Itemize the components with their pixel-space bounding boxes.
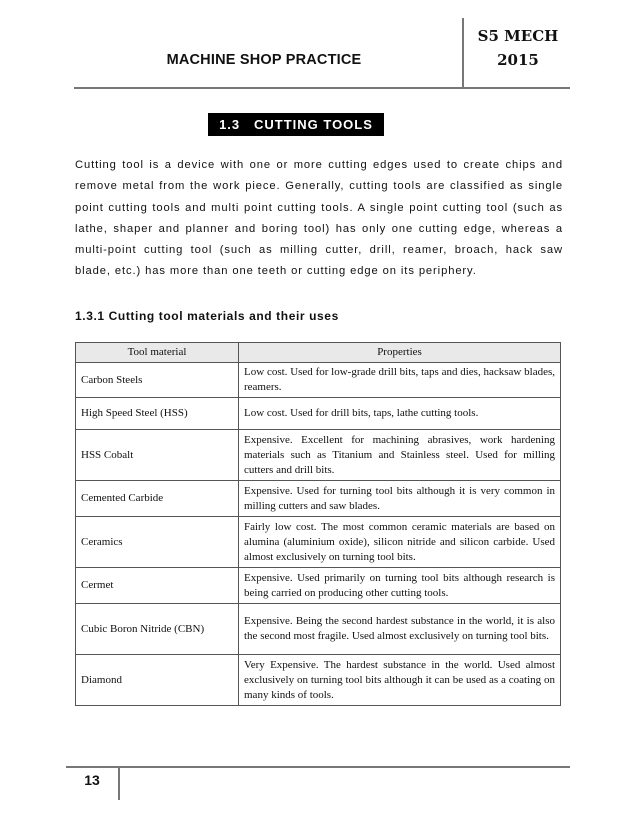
course-code-line1: S5 MECH: [477, 27, 559, 45]
table-row: [76, 363, 561, 398]
intro-paragraph: Cutting tool is a device with one or more cutting edges used to create chips and remove metal from the work piece. Generally, cutting tools are classified as single point cutting tools and multi point cutting tools. A single point cutting tool (such as lathe, shaper and planner and boring tool) has only one cutting edge, whereas a multi-point cutting tool (such as milling cutter, drill, reamer, broach, hack saw blade, etc.) has more than one teeth or cutting edge on its periphery.: [75, 159, 563, 278]
table-row: [76, 481, 561, 517]
properties-cell: Expensive. Being the second hardest substance in the world, it is also the second most fragile. Used almost exclusively on turning tool bits.: [239, 604, 561, 655]
table-row: [76, 568, 561, 604]
properties-cell: Fairly low cost. The most common ceramic materials are based on alumina (aluminium oxide), silicon nitride and silicon carbide. Used almost exclusively on turning tool bits.: [239, 517, 561, 568]
properties-cell: Expensive. Used for turning tool bits although it is very common in milling cutters and saw blades.: [239, 481, 561, 517]
table-header-row: [76, 343, 561, 363]
properties-cell: Expensive. Used primarily on turning tool bits although research is being carried on producing other cutting tools.: [239, 568, 561, 604]
section-title: 1.3 CUTTING TOOLS: [208, 113, 384, 136]
material-cell: Cubic Boron Nitride (CBN): [76, 604, 239, 655]
column-header-material: Tool material: [76, 343, 239, 363]
tool-materials-table: [75, 342, 561, 706]
properties-cell: Low cost. Used for drill bits, taps, lathe cutting tools.: [239, 398, 561, 430]
table-row: [76, 604, 561, 655]
table-row: [76, 517, 561, 568]
table-row: [76, 398, 561, 430]
subsection-heading: 1.3.1 Cutting tool materials and their uses: [75, 309, 339, 323]
course-code-year: 2015: [497, 51, 539, 69]
material-cell: HSS Cobalt: [76, 430, 239, 481]
properties-cell: Low cost. Used for low-grade drill bits, taps and dies, hacksaw blades, reamers.: [239, 363, 561, 398]
header-horizontal-divider: [74, 87, 570, 89]
material-cell: High Speed Steel (HSS): [76, 398, 239, 430]
material-cell: Diamond: [76, 655, 239, 706]
material-cell: Carbon Steels: [76, 363, 239, 398]
material-cell: Cemented Carbide: [76, 481, 239, 517]
material-cell: Cermet: [76, 568, 239, 604]
footer-vertical-divider: [118, 766, 120, 800]
material-cell: Ceramics: [76, 517, 239, 568]
footer-horizontal-divider: [66, 766, 570, 768]
properties-cell: Very Expensive. The hardest substance in the world. Used almost exclusively on turning tool bits although it can be used as a coating on many kinds of tools.: [239, 655, 561, 706]
page-number: 13: [84, 772, 100, 788]
course-code: [466, 24, 570, 72]
table-row: [76, 655, 561, 706]
header-vertical-divider: [462, 18, 464, 88]
properties-cell: Expensive. Excellent for machining abrasives, work hardening materials such as Titanium and Stainless steel. Used for milling cutters and drill bits.: [239, 430, 561, 481]
column-header-properties: Properties: [239, 343, 561, 363]
table-row: [76, 430, 561, 481]
running-header-title: MACHINE SHOP PRACTICE: [166, 52, 362, 68]
